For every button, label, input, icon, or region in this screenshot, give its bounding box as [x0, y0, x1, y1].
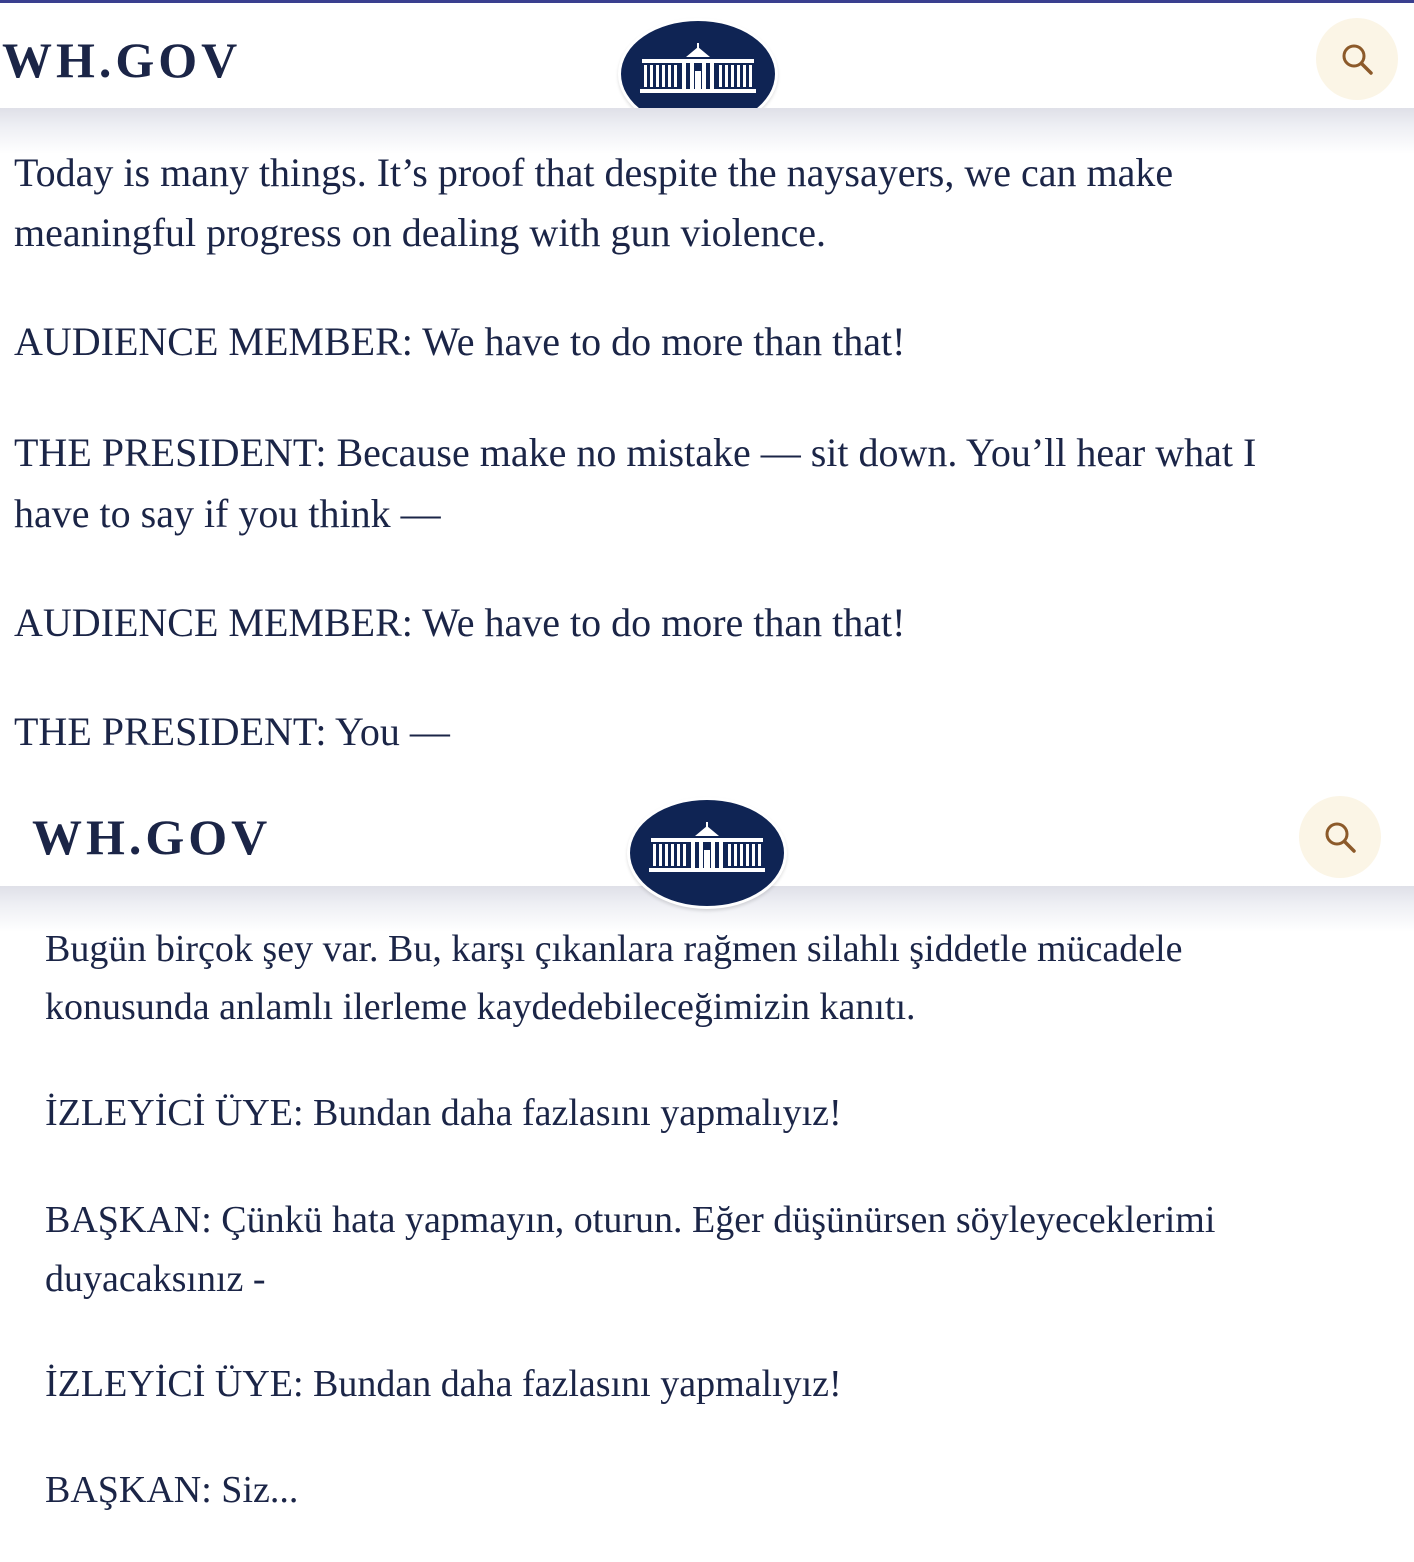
search-button[interactable]	[1316, 18, 1398, 100]
site-brand-link[interactable]: WH.GOV	[32, 809, 272, 865]
translated-paragraph-1-line-2: konusunda anlamlı ilerleme kaydedebileceğimizin kanıtı.	[45, 986, 916, 1028]
white-house-seal-icon[interactable]	[627, 797, 787, 909]
transcript-paragraph-1-line-2: meaningful progress on dealing with gun violence.	[14, 210, 827, 255]
transcript-paragraph-4: AUDIENCE MEMBER: We have to do more than that!	[14, 600, 906, 645]
search-icon	[1321, 818, 1359, 856]
translated-paragraph-1-line-1: Bugün birçok şey var. Bu, karşı çıkanlara rağmen silahlı şiddetle mücadele	[45, 928, 1183, 970]
translated-paragraph-3-line-1: BAŞKAN: Çünkü hata yapmayın, oturun. Eğer düşünürsen söyleyeceklerimi	[45, 1199, 1216, 1241]
translated-paragraph-3-line-2: duyacaksınız -	[45, 1258, 266, 1300]
site-brand-link[interactable]: WH.GOV	[2, 32, 242, 88]
search-icon	[1338, 40, 1376, 78]
transcript-paragraph-5: THE PRESIDENT: You —	[14, 709, 450, 754]
translated-paragraph-4: İZLEYİCİ ÜYE: Bundan daha fazlasını yapmalıyız!	[45, 1363, 842, 1405]
transcript-paragraph-2: AUDIENCE MEMBER: We have to do more than that!	[14, 319, 906, 364]
search-button[interactable]	[1299, 796, 1381, 878]
translated-paragraph-2: İZLEYİCİ ÜYE: Bundan daha fazlasını yapmalıyız!	[45, 1092, 842, 1134]
translated-paragraph-5: BAŞKAN: Siz...	[45, 1469, 299, 1511]
transcript-paragraph-3-line-2: have to say if you think —	[14, 491, 441, 536]
site-header-top	[0, 3, 1414, 108]
transcript-paragraph-1-line-1: Today is many things. It’s proof that despite the naysayers, we can make	[14, 150, 1174, 195]
transcript-paragraph-3-line-1: THE PRESIDENT: Because make no mistake — sit down. You’ll hear what I	[14, 430, 1257, 475]
